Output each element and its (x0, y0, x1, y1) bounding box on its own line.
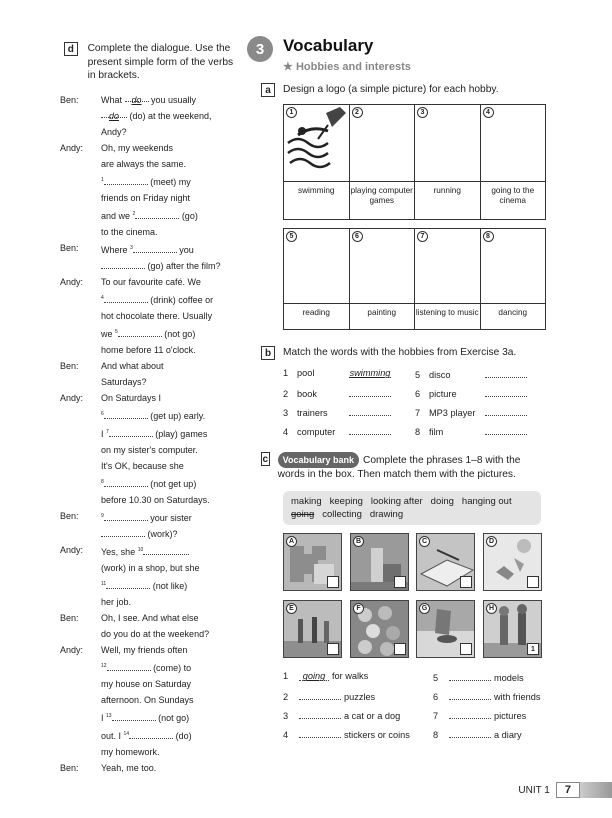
answer-blank (299, 728, 341, 738)
answer-blank: going (299, 671, 329, 681)
cell-number: 3 (417, 107, 428, 118)
word: hanging out (461, 496, 512, 507)
line-text: Oh, my weekends (101, 143, 174, 153)
answer-blank (104, 477, 148, 487)
gap-number: 5 (115, 329, 118, 335)
phrase-text: pictures (494, 711, 527, 721)
match-item (415, 368, 527, 380)
answer-blank (485, 368, 527, 378)
gap-number: 4 (101, 295, 104, 301)
dialogue-line (88, 424, 238, 442)
phrase-text: stickers or coins (344, 730, 410, 740)
item-number: 3 (283, 711, 289, 721)
answer-blank (101, 527, 145, 537)
dialogue-line (60, 760, 238, 776)
dialogue-line (60, 390, 238, 406)
answer-blank (104, 409, 148, 419)
exercise-c (261, 452, 546, 482)
answer-box (327, 643, 339, 655)
gap-number: 1 (101, 177, 104, 183)
answer-blank (104, 293, 148, 303)
line-text: (work) in a shop, but she (101, 563, 200, 573)
star-icon: ★ (283, 61, 293, 73)
phrase-text: puzzles (344, 692, 376, 702)
item-number: 2 (283, 692, 289, 702)
line-text: To our favourite café. We (101, 277, 201, 287)
dialogue-line (88, 744, 238, 760)
dialogue-line (88, 324, 238, 342)
answer-blank (449, 709, 491, 719)
line-text: her job. (101, 597, 132, 607)
picture-letter: B (353, 536, 364, 547)
answer-blank (485, 387, 527, 397)
line-text: Yes, she $^{10}$ (88, 547, 189, 557)
dialogue-line (60, 140, 238, 156)
phrase-item (283, 728, 410, 740)
item-number: 3 (283, 408, 289, 418)
logo-cell (415, 229, 481, 329)
line-text: What do you usually (88, 95, 196, 105)
word: drawing (369, 508, 404, 520)
dialogue-line (88, 708, 238, 726)
speaker: Andy: (60, 277, 84, 287)
item-number: 8 (415, 427, 421, 437)
answer-box (394, 576, 406, 588)
dialogue-line (88, 290, 238, 308)
line-text: $^4$ (drink) coffee or (101, 295, 214, 305)
exercise-b (261, 346, 516, 360)
line-text: Where $^3$ you (101, 245, 194, 255)
item-number: 5 (433, 673, 439, 683)
item-number: 6 (433, 692, 439, 702)
logo-cell (284, 105, 350, 219)
answer-blank (133, 243, 177, 253)
item-word: trainers (297, 408, 328, 418)
word: looking after (370, 496, 423, 507)
hobby-label: dancing (481, 303, 546, 329)
item-word: book (297, 389, 317, 399)
phrase-item (433, 690, 540, 702)
dialogue-line (88, 658, 238, 676)
gap-number: 11 (101, 581, 107, 587)
item-number: 2 (283, 389, 289, 399)
dialogue-line (88, 406, 238, 424)
item-number: 7 (433, 711, 439, 721)
cell-number: 4 (483, 107, 494, 118)
answer-blank (485, 425, 527, 435)
dialogue-line (60, 240, 238, 258)
logo-cell (415, 105, 481, 219)
line-text: Oh, I see. And what else (101, 613, 199, 623)
dialogue-line (88, 626, 238, 642)
match-item (283, 387, 391, 399)
speaker: Andy: (60, 393, 84, 403)
item-word: film (429, 427, 444, 437)
item-word: computer (297, 427, 336, 437)
phrase-item (283, 671, 368, 681)
item-number: 7 (415, 408, 421, 418)
answer-blank (299, 709, 341, 719)
match-item (283, 368, 391, 378)
line-text: And what about (101, 361, 164, 371)
logo-cell (350, 105, 416, 219)
cell-number: 6 (352, 231, 363, 242)
picture-h (483, 600, 542, 658)
picture-letter: A (286, 536, 297, 547)
answer-blank (143, 545, 189, 555)
unit-label: UNIT 1 (518, 784, 550, 796)
picture-a (283, 533, 342, 591)
item-word: picture (429, 389, 457, 399)
dialogue-line (88, 458, 238, 474)
picture-d (483, 533, 542, 591)
phrase-item (283, 709, 400, 721)
line-text: Saturdays? (101, 377, 147, 387)
picture-letter: D (486, 536, 497, 547)
dialogue-line (60, 508, 238, 526)
speaker: Andy: (60, 645, 84, 655)
page-footer (518, 782, 612, 798)
hobby-label: going to the cinema (481, 181, 546, 219)
answer-box (460, 643, 472, 655)
answer-blank (299, 690, 341, 700)
item-word: disco (429, 370, 451, 380)
dialogue-line (88, 442, 238, 458)
answer-blank: swimming (349, 368, 391, 378)
dialogue-line (88, 526, 238, 542)
item-word: pool (297, 368, 315, 378)
item-number: 5 (415, 370, 421, 380)
answer-box (460, 576, 472, 588)
exercise-letter: a (261, 83, 275, 97)
answer-blank (106, 579, 150, 589)
line-text: are always the same. (101, 159, 187, 169)
speaker: Ben: (60, 243, 79, 253)
speaker: Ben: (60, 763, 79, 773)
phrase-item (433, 709, 526, 721)
dialogue-line (88, 676, 238, 692)
word-row (291, 509, 533, 522)
dialogue-line (60, 610, 238, 626)
gap-number: 10 (137, 547, 144, 553)
cell-number: 8 (483, 231, 494, 242)
line-text: I $^{13}$ (not go) (101, 713, 190, 723)
dialogue-line (88, 342, 238, 358)
answer-blank (129, 729, 173, 739)
item-number: 1 (283, 368, 289, 378)
answer-blank (349, 406, 391, 416)
line-text: I $^7$ (play) games (101, 429, 208, 439)
answer-blank (449, 690, 491, 700)
word-row (291, 496, 533, 509)
phrase-text: models (494, 673, 524, 683)
line-text: home before 11 o'clock. (101, 345, 196, 355)
match-item (415, 387, 527, 399)
word: collecting (322, 508, 362, 520)
phrase-item (433, 671, 524, 683)
dialogue-line (88, 374, 238, 390)
dialogue-line (60, 542, 238, 560)
dialogue-line (88, 156, 238, 172)
line-text: $^8$ (not get up) (101, 479, 197, 489)
word: going (291, 508, 315, 520)
page-number: 7 (556, 782, 580, 798)
exercise-letter: b (261, 346, 275, 360)
cell-number: 5 (286, 231, 297, 242)
gap-number: 2 (132, 211, 136, 217)
logo-cell (481, 229, 546, 329)
answer-blank (449, 671, 491, 681)
gap-number: 8 (101, 479, 104, 485)
picture-letter: F (353, 603, 364, 614)
dialogue-line (60, 92, 238, 108)
line-text: to the cinema. (101, 227, 158, 237)
word: keeping (329, 496, 363, 507)
match-item (415, 406, 527, 418)
word: making (291, 496, 322, 507)
answer-blank (109, 427, 153, 437)
line-text: On Saturdays I (101, 393, 162, 403)
line-text: (work)? (88, 529, 178, 539)
cell-number: 1 (286, 107, 297, 118)
answer-blank (118, 327, 162, 337)
item-number: 8 (433, 730, 439, 740)
logo-cell (481, 105, 546, 219)
phrase-text: a diary (494, 730, 522, 740)
dialogue-line (88, 492, 238, 508)
dialogue-line (60, 642, 238, 658)
hobby-label: listening to music (415, 303, 480, 329)
word: doing (430, 496, 454, 507)
phrase-text: with friends (494, 692, 541, 702)
exercise-instruction: Complete the dialogue. Use the present simple form of the verbs in brackets. (87, 43, 234, 81)
phrase-item (433, 728, 522, 740)
gap-number: 6 (101, 411, 104, 417)
line-text: $^{12}$ (come) to (101, 663, 192, 673)
line-text: hot chocolate there. Usually (101, 311, 213, 321)
dialogue-line (88, 308, 238, 324)
phrase-text: for walks (332, 671, 369, 681)
answer-box: 1 (527, 643, 539, 655)
picture-letter: G (419, 603, 430, 614)
answer-box (327, 576, 339, 588)
dialogue-line (88, 224, 238, 240)
answer-box (527, 576, 539, 588)
answer-blank: do (101, 108, 127, 118)
answer-box (394, 643, 406, 655)
hobby-label: reading (284, 303, 349, 329)
line-text: Well, my friends often (101, 645, 188, 655)
picture-letter: C (419, 536, 430, 547)
line-text: on my sister's computer. (101, 445, 198, 455)
logo-grid-row-1 (283, 104, 546, 220)
line-text: It's OK, because she (101, 461, 184, 471)
gap-number: 12 (101, 663, 107, 669)
exercise-letter: c (262, 453, 269, 465)
section-number: 3 (247, 36, 273, 62)
gap-number: 13 (106, 713, 112, 719)
hobby-label: running (415, 181, 480, 219)
line-text: my homework. (101, 747, 160, 757)
exercise-instruction: Design a logo (a simple picture) for each hobby. (283, 84, 499, 95)
line-text: do (do) at the weekend, (88, 111, 212, 121)
phrase-item (283, 690, 375, 702)
section-subtitle (283, 60, 411, 73)
answer-blank (349, 387, 391, 397)
line-text: Yeah, me too. (101, 763, 157, 773)
dialogue-line (88, 726, 238, 744)
line-text: and we $^2$ (go) (101, 211, 198, 221)
picture-letter: H (486, 603, 497, 614)
answer-blank (132, 209, 179, 219)
line-text: (go) after the film? (88, 261, 221, 271)
dialogue (60, 92, 238, 776)
hobby-label: painting (350, 303, 415, 329)
gap-number: 14 (123, 731, 130, 737)
line-text: $^6$ (get up) early. (101, 411, 206, 421)
vocabulary-bank-badge: Vocabulary bank (278, 452, 359, 468)
item-number: 1 (283, 671, 289, 681)
phrase-text: a cat or a dog (344, 711, 401, 721)
logo-cell (350, 229, 416, 329)
speaker: Ben: (60, 361, 79, 371)
dialogue-line (60, 358, 238, 374)
item-number: 4 (283, 427, 289, 437)
speaker: Ben: (60, 613, 79, 623)
line-text: my house on Saturday (101, 679, 192, 689)
dialogue-line (60, 274, 238, 290)
line-text: out. I $^{14}$ (do) (101, 731, 192, 741)
answer-blank (349, 425, 391, 435)
dialogue-line (88, 560, 238, 576)
dialogue-line (88, 108, 238, 124)
section-subtitle-text: Hobbies and interests (295, 61, 411, 73)
hobby-label: playing computer games (350, 181, 415, 219)
dialogue-line (88, 190, 238, 206)
line-text: we $^5$ (not go) (101, 329, 196, 339)
speaker: Ben: (60, 95, 79, 105)
dialogue-line (88, 594, 238, 610)
answer-blank (107, 661, 151, 671)
gap-number: 9 (101, 513, 104, 519)
dialogue-line (88, 692, 238, 708)
section-title: Vocabulary (283, 36, 374, 55)
logo-cell (284, 229, 350, 329)
item-number: 6 (415, 389, 421, 399)
speaker: Ben: (60, 511, 79, 521)
item-word: MP3 player (429, 408, 476, 418)
answer-blank (101, 259, 145, 269)
exercise-letter: d (64, 42, 78, 56)
answer-blank (104, 511, 148, 521)
line-text: $^{11}$ (not like) (101, 581, 188, 591)
exercise-instruction: Match the words with the hobbies from Exercise 3a. (283, 347, 517, 358)
match-item (283, 425, 391, 437)
answer-blank (449, 728, 491, 738)
match-item (415, 425, 527, 437)
picture-c (416, 533, 475, 591)
answer-blank (485, 406, 527, 416)
answer-blank (104, 175, 148, 185)
dialogue-line (88, 576, 238, 594)
line-text: friends on Friday night (101, 193, 191, 203)
gap-number: 7 (106, 429, 109, 435)
line-text: before 10.30 on Saturdays. (101, 495, 210, 505)
picture-f (350, 600, 409, 658)
line-text: $^9$ your sister (101, 513, 192, 523)
line-text: afternoon. On Sundays (101, 695, 194, 705)
cell-number: 7 (417, 231, 428, 242)
answer-blank (112, 711, 156, 721)
instruction-text: Complete the phrases 1–8 with the words in the box. Then match them with the pictures. (277, 455, 521, 480)
item-number: 4 (283, 730, 289, 740)
line-text: $^1$ (meet) my (101, 177, 191, 187)
picture-b (350, 533, 409, 591)
answer-blank: do (125, 92, 149, 102)
picture-g (416, 600, 475, 658)
match-item (283, 406, 391, 418)
line-text: Andy? (101, 127, 127, 137)
dialogue-line (88, 206, 238, 224)
exercise-d (64, 42, 242, 83)
exercise-instruction (278, 452, 546, 482)
footer-bar (580, 782, 612, 798)
dialogue-line (88, 124, 238, 140)
hobby-label: swimming (284, 181, 349, 219)
exercise-a (261, 83, 499, 97)
line-text: do you do at the weekend? (101, 629, 210, 639)
word-box (283, 491, 541, 525)
cell-number: 2 (352, 107, 363, 118)
dialogue-line (88, 258, 238, 274)
logo-grid-row-2 (283, 228, 546, 330)
speaker: Andy: (60, 143, 84, 153)
picture-e (283, 600, 342, 658)
picture-letter: E (286, 603, 297, 614)
speaker: Andy: (60, 545, 84, 555)
dialogue-line (88, 172, 238, 190)
dialogue-line (88, 474, 238, 492)
gap-number: 3 (130, 245, 133, 251)
